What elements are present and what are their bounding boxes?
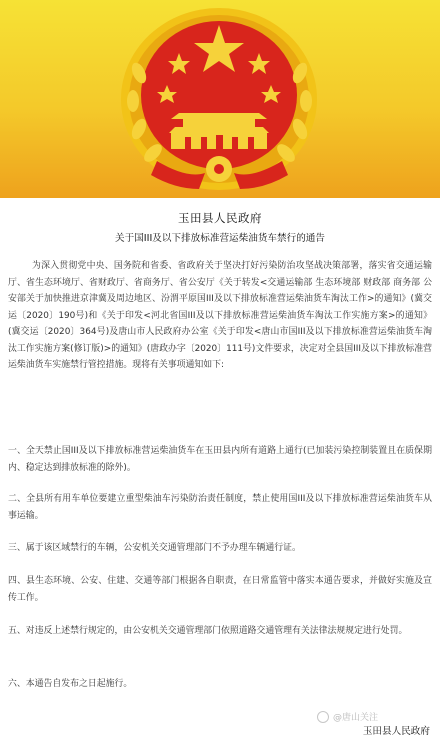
notice-item-5: 五、对违反上述禁行规定的，由公安机关交通管理部门依照道路交通管理有关法律法规规定进行处罚。 (8, 626, 408, 636)
intro-paragraph: 为深入贯彻党中央、国务院和省委、省政府关于坚决打好污染防治攻坚战决策部署，落实省交通运输厅、省生态环境厅、省财政厅、省商务厅、省公安厅《关于转发<交通运输部 生态环境部 财政部 商务部 公安部关于加快推进京津冀及周边地区、汾渭平原国III及以下排放标准营运柴油货车淘汰工作>的通知》(冀交运〔2020〕190号)和《关于印发<河北省国III及以下排放标准营运柴油货车淘汰工作实施方案>的通知》(冀交运〔2020〕364号)及唐山市人民政府办公室《关于印发<唐山市国III及以下排放标准营运柴油货车淘汰工作实施方案(修订版)>的通知》(唐政办字〔2020〕111号)文件要求，决定对全县国III及以下排放标准营运柴油货车实施禁行管控措施。现将有关事项通知如下: (8, 261, 432, 370)
notice-item-3: 三、属于该区域禁行的车辆，公安机关交通管理部门不予办理车辆通行证。 (8, 543, 301, 553)
signature: 玉田县人民政府 (362, 726, 430, 737)
national-emblem-icon (117, 3, 322, 195)
notice-title: 关于国III及以下排放标准营运柴油货车禁行的通告 (115, 233, 325, 244)
watermark-text: @唐山关注 (333, 713, 379, 723)
issuing-organization: 玉田县人民政府 (178, 211, 262, 225)
header-banner (0, 0, 440, 198)
notice-item-4: 四、县生态环境、公安、住建、交通等部门根据各自职责，在日常监管中落实本通告要求，并做好实施及宣传工作。 (8, 576, 432, 603)
weibo-watermark (317, 710, 378, 723)
notice-item-2: 二、全县所有用车单位要建立重型柴油车污染防治责任制度，禁止使用国III及以下排放标准营运柴油货车从事运输。 (8, 494, 432, 521)
notice-item-6: 六、本通告自发布之日起施行。 (8, 679, 133, 689)
notice-item-1: 一、全天禁止国III及以下排放标准营运柴油货车在玉田县内所有道路上通行(已加装污染控制装置且在质保期内、稳定达到排放标准的除外)。 (8, 446, 432, 473)
weibo-icon (317, 711, 329, 723)
